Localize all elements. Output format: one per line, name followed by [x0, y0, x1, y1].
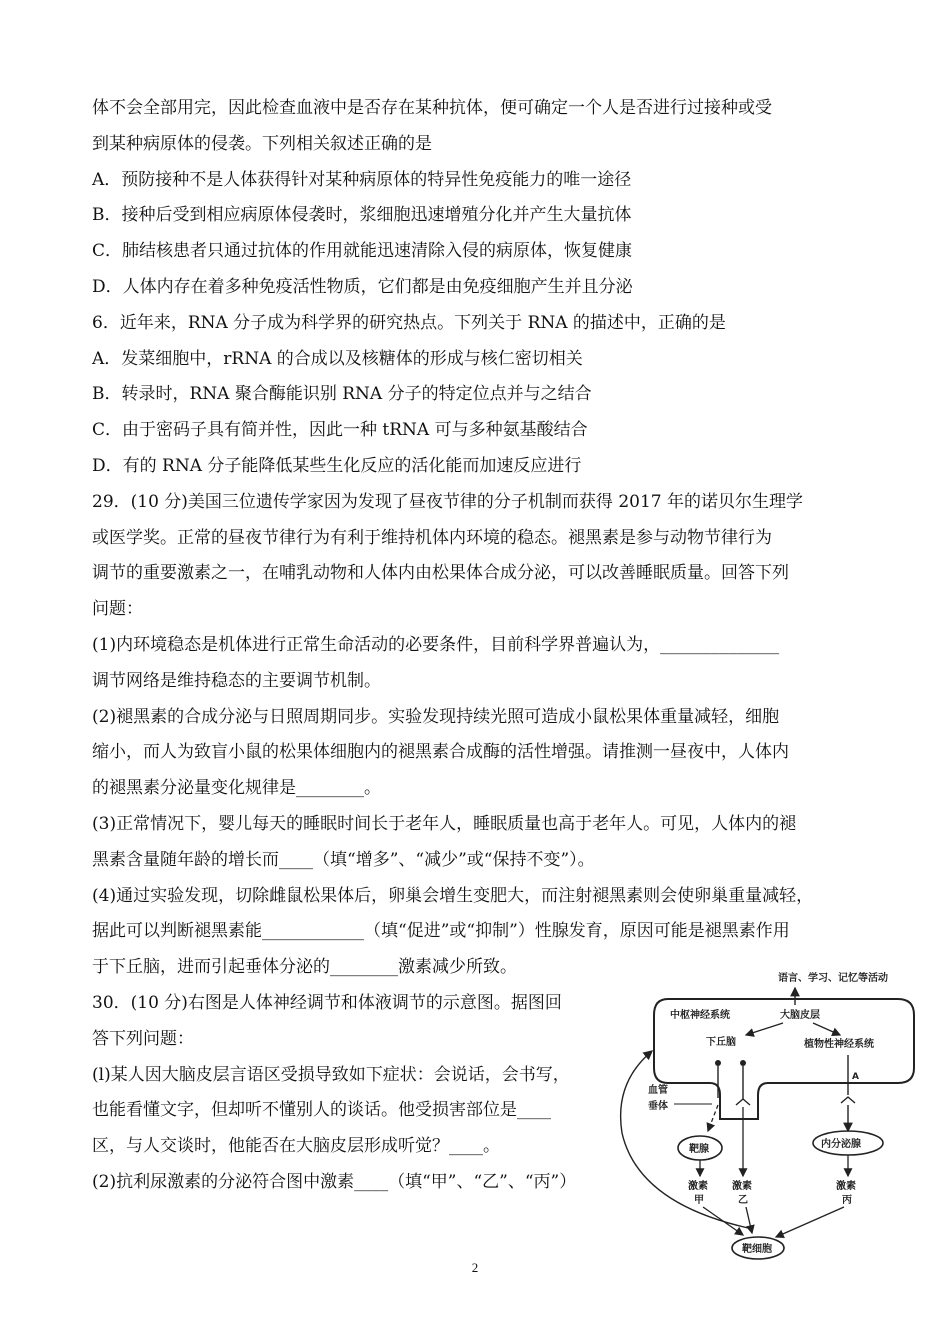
text-line: 体不会全部用完，因此检查血液中是否存在某种抗体，便可确定一个人是否进行过接种或受 — [92, 98, 772, 118]
text-line: (2)抗利尿激素的分泌符合图中激素____（填“甲”、“乙”、“丙”） — [92, 1172, 577, 1192]
neuron-body-right — [740, 1060, 746, 1066]
page-number: 2 — [471, 1260, 479, 1275]
text-line: (4)通过实验发现，切除雌鼠松果体后，卵巢会增生变肥大，而注射褪黑素则会使卵巢重量减轻， — [92, 885, 814, 906]
neuron-body-left — [715, 1060, 721, 1066]
autonomic-label: 植物性神经系统 — [804, 1039, 874, 1050]
hormone-c-to-cell — [776, 1207, 844, 1237]
target-cell-label: 靶细胞 — [742, 1244, 772, 1255]
text-line: C．由于密码子具有简并性，因此一种 tRNA 可与多种氨基酸结合 — [92, 420, 588, 441]
text-line: 6．近年来，RNA 分子成为科学界的研究热点。下列关于 RNA 的描述中，正确的是 — [92, 312, 726, 333]
text-line: B．接种后受到相应病原体侵袭时，浆细胞迅速增殖分化并产生大量抗体 — [92, 205, 632, 226]
text-line: 30．(10 分)右图是人体神经调节和体液调节的示意图。据图回 — [92, 993, 562, 1013]
text-line: 黑素含量随年龄的增长而____（填“增多”、“减少”或“保持不变”）。 — [92, 849, 595, 870]
text-line: 的褪黑素分泌量变化规律是________。 — [92, 778, 381, 799]
text-line: 29．(10 分)美国三位遗传学家因为发现了昼夜节律的分子机制而获得 2017 年的诺贝尔生理学 — [92, 491, 804, 512]
endocrine-gland-label: 内分泌腺 — [821, 1139, 861, 1150]
hormone-b-label: 激素 — [732, 1181, 752, 1192]
text-line: 调节网络是维持稳态的主要调节机制。 — [92, 670, 381, 691]
text-line: 区，与人交谈时，他能否在大脑皮层形成听觉？____。 — [92, 1136, 500, 1157]
text-line: 到某种病原体的侵袭。下列相关叙述正确的是 — [92, 133, 432, 154]
activity-label: 语言、学习、记忆等活动 — [778, 973, 888, 984]
text-line: (3)正常情况下，婴儿每天的睡眠时间长于老年人，睡眠质量也高于老年人。可见，人体内的褪 — [92, 814, 797, 834]
hormone-b-name: 乙 — [738, 1195, 748, 1206]
text-line: (1)内环境稳态是机体进行正常生命活动的必要条件，目前科学界普遍认为，______________ — [92, 635, 780, 655]
text-line: 于下丘脑，进而引起垂体分泌的________激素减少所致。 — [92, 957, 517, 978]
text-line: (l)某人因大脑皮层言语区受损导致如下症状：会说话，会书写， — [92, 1064, 570, 1085]
synapse-a — [841, 1097, 855, 1103]
text-line: 也能看懂文字，但却听不懂别人的谈话。他受损害部位是____ — [92, 1100, 551, 1121]
text-line: 据此可以判断褪黑素能____________（填“促进”或“抑制”）性腺发育，原因可能是褪黑素作用 — [92, 921, 790, 942]
text-line: C．肺结核患者只通过抗体的作用就能迅速清除入侵的病原体，恢复健康 — [92, 241, 633, 262]
hormone-c-label: 激素 — [836, 1181, 856, 1192]
cns-label: 中枢神经系统 — [670, 1010, 730, 1021]
hormone-a-name: 甲 — [694, 1195, 704, 1206]
text-line: 调节的重要激素之一，在哺乳动物和人体内由松果体合成分泌，可以改善睡眠质量。回答下列 — [92, 563, 789, 584]
text-line: 或医学奖。正常的昼夜节律行为有利于维持机体内环境的稳态。褪黑素是参与动物节律行为 — [92, 527, 772, 548]
neuro-humoral-regulation-diagram — [608, 963, 926, 1263]
text-line: D．人体内存在着多种免疫活性物质，它们都是由免疫细胞产生并且分泌 — [92, 277, 633, 297]
label-a: A — [852, 1072, 859, 1082]
cortex-to-autonomic-arrow — [813, 1023, 840, 1035]
pituitary-label: 垂体 — [648, 1101, 668, 1112]
hormone-a-label: 激素 — [688, 1181, 708, 1192]
hypothalamus-label: 下丘脑 — [706, 1037, 736, 1048]
text-line: A．预防接种不是人体获得针对某种病原体的特异性免疫能力的唯一途径 — [92, 169, 632, 190]
target-gland-label: 靶腺 — [689, 1144, 709, 1155]
hormone-b-to-cell — [746, 1207, 752, 1233]
text-line: D．有的 RNA 分子能降低某些生化反应的活化能而加速反应进行 — [92, 456, 582, 476]
pituitary-to-target-gland — [708, 1105, 718, 1131]
hormone-c-name: 丙 — [842, 1195, 852, 1206]
text-line: 缩小，而人为致盲小鼠的松果体细胞内的褪黑素合成酶的活性增强。请推测一昼夜中，人体内 — [92, 742, 789, 763]
vessel-label: 血管 — [648, 1085, 668, 1096]
cortex-to-hypothalamus-arrow — [746, 1023, 783, 1035]
synapse-right — [736, 1099, 750, 1105]
cortex-label: 大脑皮层 — [780, 1010, 820, 1021]
text-line: 问题： — [92, 599, 143, 620]
text-line: A．发菜细胞中，rRNA 的合成以及核糖体的形成与核仁密切相关 — [92, 348, 583, 369]
text-line: (2)褪黑素的合成分泌与日照周期同步。实验发现持续光照可造成小鼠松果体重量减轻，细胞 — [92, 706, 780, 727]
text-line: 答下列问题： — [92, 1028, 194, 1049]
text-line: B．转录时，RNA 聚合酶能识别 RNA 分子的特定位点并与之结合 — [92, 384, 592, 405]
